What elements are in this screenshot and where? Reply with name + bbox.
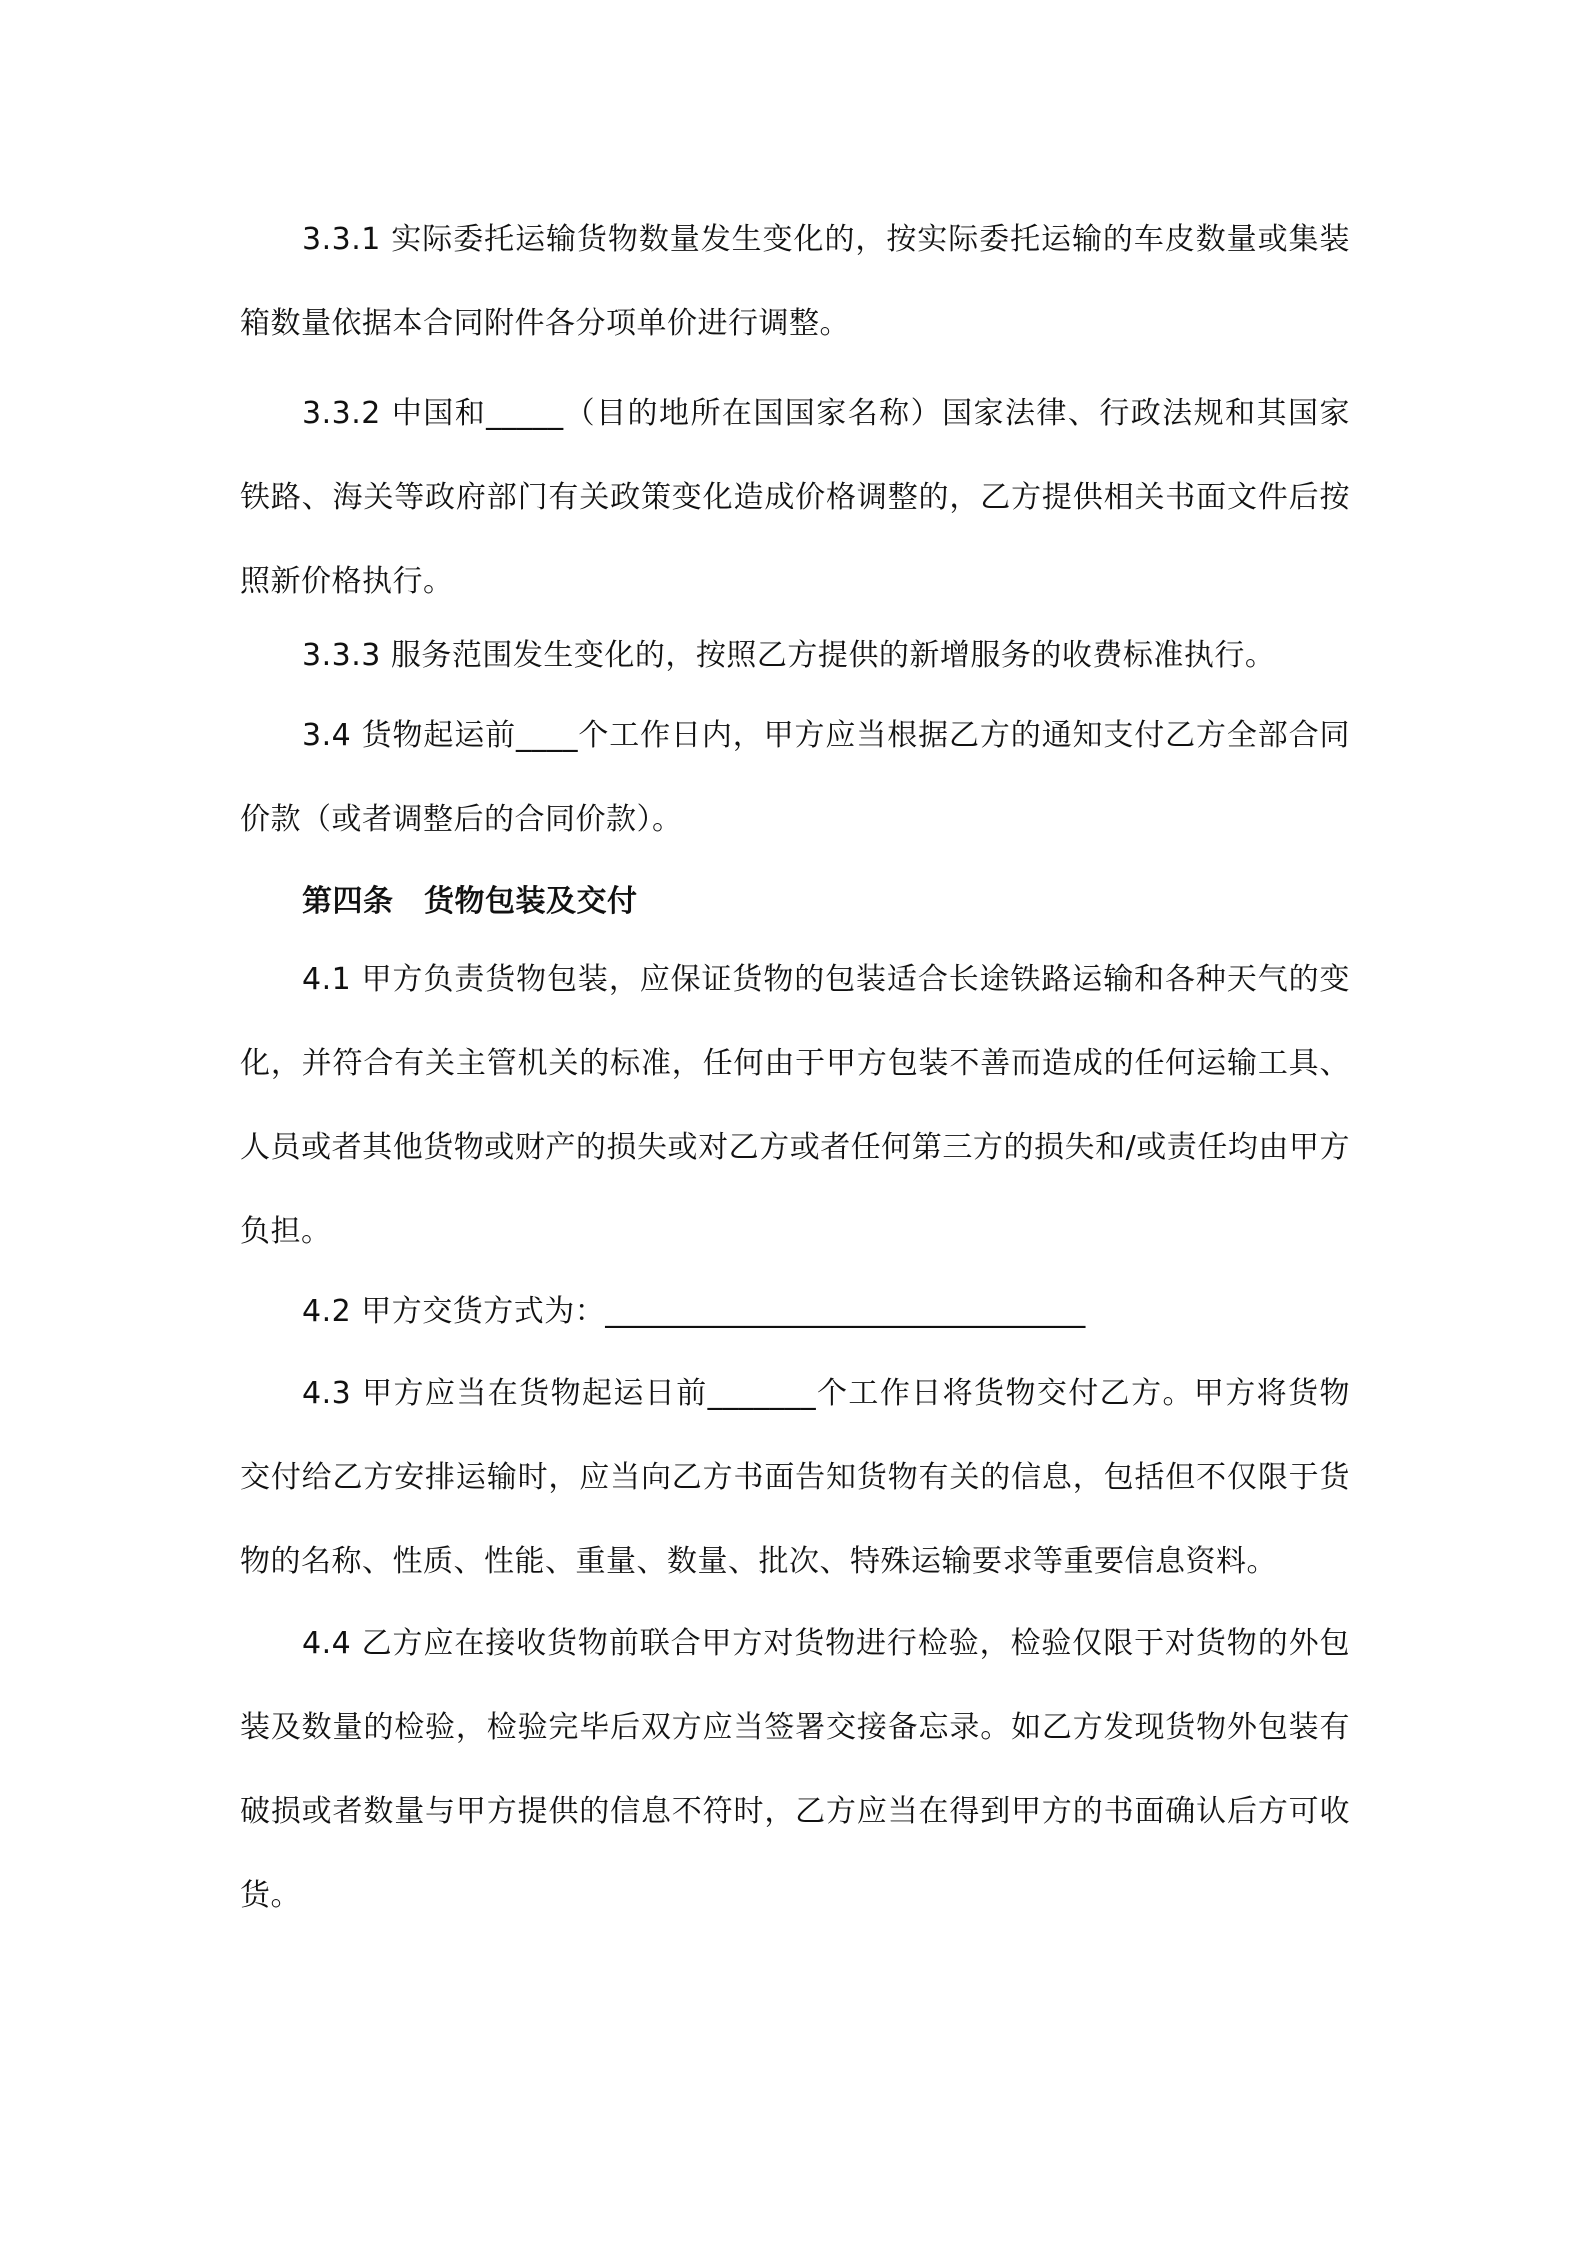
section-heading-article-4: 第四条 货物包装及交付 — [302, 884, 638, 919]
clause-4-4: 4.4 乙方应在接收货物前联合甲方对货物进行检验，检验仅限于对货物的外包装及数量的检验，检验完毕后双方应当签署交接备忘录。如乙方发现货物外包装有破损或者数量与甲方提供的信息不符时，乙方应当在得到甲方的书面确认后方可收货。 — [240, 1626, 1350, 1913]
clause-3-3-1: 3.3.1 实际委托运输货物数量发生变化的，按实际委托运输的车皮数量或集装箱数量依据本合同附件各分项单价进行调整。 — [240, 222, 1350, 341]
clause-3-3-2: 3.3.2 中国和_____（目的地所在国国家名称）国家法律、行政法规和其国家铁路、海关等政府部门有关政策变化造成价格调整的，乙方提供相关书面文件后按照新价格执行。 — [240, 396, 1350, 599]
clause-3-3-3: 3.3.3 服务范围发生变化的，按照乙方提供的新增服务的收费标准执行。 — [302, 638, 1276, 673]
clause-3-4: 3.4 货物起运前____个工作日内，甲方应当根据乙方的通知支付乙方全部合同价款（或者调整后的合同价款）。 — [240, 718, 1350, 837]
clause-4-1: 4.1 甲方负责货物包装，应保证货物的包装适合长途铁路运输和各种天气的变化，并符合有关主管机关的标准，任何由于甲方包装不善而造成的任何运输工具、人员或者其他货物或财产的损失或对乙方或者任何第三方的损失和/或责任均由甲方负担。 — [240, 962, 1350, 1249]
clause-4-2: 4.2 甲方交货方式为：_______________________________ — [302, 1294, 1086, 1329]
clause-4-3: 4.3 甲方应当在货物起运日前_______个工作日将货物交付乙方。甲方将货物交付给乙方安排运输时，应当向乙方书面告知货物有关的信息，包括但不仅限于货物的名称、性质、性能、重量、数量、批次、特殊运输要求等重要信息资料。 — [240, 1376, 1350, 1579]
